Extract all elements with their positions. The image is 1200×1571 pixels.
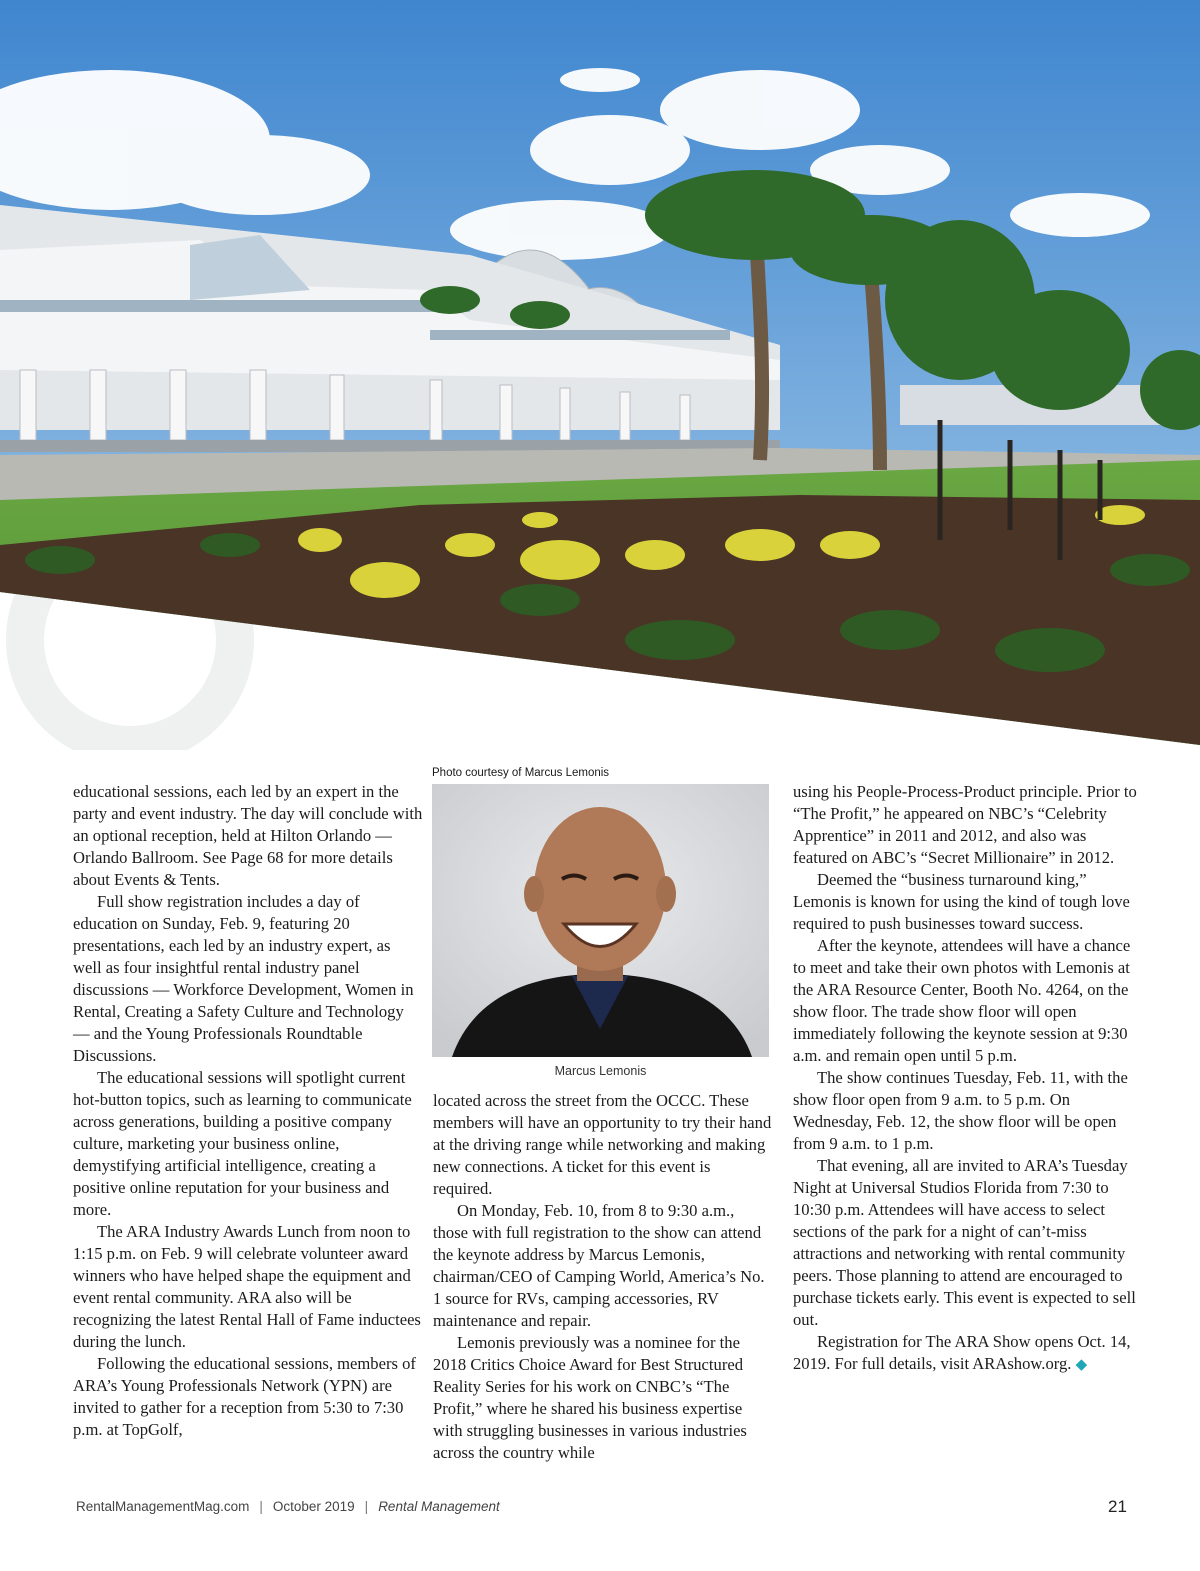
paragraph: located across the street from the OCCC. These members will have an opportunity to try their hand at the driving range while networking and making new connections. A ticket for this event is required.: [433, 1091, 772, 1198]
page-footer: [76, 1499, 500, 1514]
footer-separator: |: [259, 1499, 263, 1514]
paragraph: educational sessions, each led by an expert in the party and event industry. The day will conclude with an optional reception, held at Hilton Orlando — Orlando Ballroom. See Page 68 for more details about Events & Tents.: [73, 782, 423, 889]
paragraph: On Monday, Feb. 10, from 8 to 9:30 a.m., those with full registration to the show can attend the keynote address by Marcus Lemonis, chairman/CEO of Camping World, America’s No. 1 source for RVs, camping accessories, RV maintenance and repair.: [433, 1201, 765, 1330]
text-column-3: [793, 781, 1143, 1376]
paragraph-last: [793, 1331, 1143, 1376]
footer-site-link[interactable]: RentalManagementMag.com: [76, 1499, 250, 1514]
photo-credit: Photo courtesy of Marcus Lemonis: [432, 767, 610, 779]
person-portrait-image: [432, 784, 769, 1057]
footer-issue: October 2019: [272, 1499, 355, 1514]
paragraph: Lemonis previously was a nominee for the 2018 Critics Choice Award for Best Structured Reality Series for his work on CNBC’s “The Profit,” where he shared his business expertise with struggling businesses in various industries across the country while: [433, 1333, 747, 1462]
text-column-2: [433, 1090, 773, 1464]
paragraph: Following the educational sessions, members of ARA’s Young Professionals Network (YPN) are invited to gather for a reception from 5:30 to 7:30 p.m. at TopGolf,: [73, 1354, 416, 1439]
paragraph: After the keynote, attendees will have a chance to meet and take their own photos with Lemonis at the ARA Resource Center, Booth No. 4264, on the show floor. The trade show floor will open immediately following the keynote session at 9:30 a.m. and remain open until 5 p.m.: [793, 936, 1131, 1065]
photo-caption: Marcus Lemonis: [554, 1064, 647, 1078]
portrait-photo: [432, 784, 769, 1057]
paragraph: That evening, all are invited to ARA’s Tuesday Night at Universal Studios Florida from 7:30 to 10:30 p.m. Attendees will have access to select sections of the park for a night of can’t-miss attractions and networking with rental community peers. Those planning to attend are encouraged to purchase tickets early. This event is expected to sell out.: [793, 1156, 1136, 1329]
end-mark-icon: ◆: [1075, 1357, 1088, 1373]
paragraph: The show continues Tuesday, Feb. 11, with the show floor open from 9 a.m. to 5 p.m. On Wednesday, Feb. 12, the show floor will be open from 9 a.m. to 1 p.m.: [793, 1068, 1128, 1153]
text-column-1: [73, 781, 423, 1441]
convention-center-photo: [0, 0, 1200, 750]
paragraph: The educational sessions will spotlight current hot-button topics, such as learning to communicate across generations, building a positive company culture, marketing your business online, demystifying artificial intelligence, creating a positive online reputation for your business and more.: [73, 1068, 412, 1219]
paragraph: Deemed the “business turnaround king,” Lemonis is known for using the kind of tough love required to push businesses toward success.: [793, 870, 1130, 933]
page-number: 21: [1108, 1497, 1127, 1516]
footer-separator: |: [364, 1499, 369, 1514]
footer-magazine: Rental Management: [378, 1499, 500, 1514]
hero-photo: [0, 0, 1200, 750]
paragraph-last-text: Registration for The ARA Show opens Oct. 14, 2019. For full details, visit ARAshow.org.: [793, 1332, 1131, 1373]
paragraph: Full show registration includes a day of education on Sunday, Feb. 9, featuring 20 presentations, each led by an industry expert, as well as four insightful rental industry panel discussions — Workforce Development, Women in Rental, Creating a Safety Culture and Technology — and the Young Professionals Roundtable Discussions.: [73, 892, 414, 1065]
paragraph: The ARA Industry Awards Lunch from noon to 1:15 p.m. on Feb. 9 will celebrate volunteer award winners who have helped shape the equipment and event rental community. ARA also will be recognizing the latest Rental Hall of Fame inductees during the lunch.: [73, 1222, 421, 1351]
paragraph: using his People-Process-Product principle. Prior to “The Profit,” he appeared on NBC’s “Celebrity Apprentice” in 2011 and 2012, and also was featured on ABC’s “Secret Millionaire” in 2012.: [793, 782, 1137, 867]
